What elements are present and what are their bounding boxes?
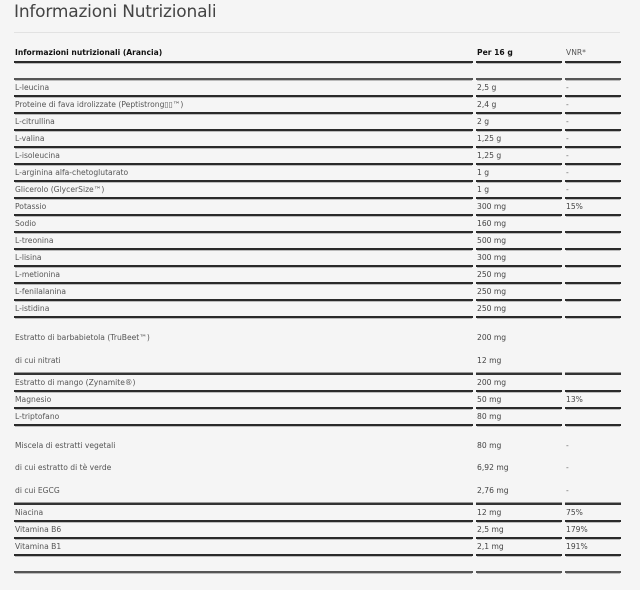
- cell-vnr: -: [565, 131, 621, 148]
- table-row: [14, 301, 621, 318]
- cell-name: L-valina: [14, 131, 473, 148]
- cell-amount: 80 mg: [476, 409, 562, 426]
- cell-amount: 12 mg: [476, 348, 562, 375]
- cell-name: L-leucina: [14, 80, 473, 97]
- cell-name: di cui EGCG: [14, 478, 473, 505]
- cell-name: Vitamina B1: [14, 539, 473, 556]
- cell-amount: 80 mg: [477, 440, 502, 450]
- cell-name: di cui estratto di tè verde: [15, 462, 112, 472]
- cell-name: di cui nitrati: [14, 348, 473, 375]
- cell-amount: 500 mg: [476, 233, 562, 250]
- cell-amount: 160 mg: [476, 216, 562, 233]
- cell-vnr: [565, 409, 621, 426]
- cell-vnr: 15%: [565, 199, 621, 216]
- table-row: [14, 539, 621, 556]
- cell-name: L-arginina alfa-chetoglutarato: [14, 165, 473, 182]
- cell-name: Glicerolo (GlycerSize™): [14, 182, 473, 199]
- cell-amount: 2,5 g: [476, 80, 562, 97]
- cell-vnr: -: [565, 182, 621, 199]
- cell-amount: 2,5 mg: [476, 522, 562, 539]
- cell-vnr: [565, 250, 621, 267]
- cell-vnr: [565, 233, 621, 250]
- table-row: [14, 284, 621, 301]
- cell-name: L-metionina: [14, 267, 473, 284]
- cell-name: Estratto di mango (Zynamite®): [14, 375, 473, 392]
- cell-name: L-treonina: [14, 233, 473, 250]
- cell-name: Potassio: [14, 199, 473, 216]
- nutrition-table: [11, 44, 624, 573]
- cell-amount: 1,25 g: [476, 148, 562, 165]
- table-row: [14, 522, 621, 539]
- table-row: [14, 409, 621, 426]
- cell-amount: 1 g: [476, 165, 562, 182]
- cell-vnr: -: [565, 165, 621, 182]
- cell-vnr: -: [565, 148, 621, 165]
- table-row: [14, 392, 621, 409]
- table-spacer-row: [14, 556, 621, 573]
- cell-vnr: [565, 284, 621, 301]
- table-row: [14, 80, 621, 97]
- cell-vnr: 75%: [565, 505, 621, 522]
- table-row: [14, 318, 621, 348]
- table-row: [14, 148, 621, 165]
- cell-vnr: -: [566, 440, 569, 450]
- table-row: [14, 97, 621, 114]
- cell-vnr: -: [565, 80, 621, 97]
- cell-vnr: 191%: [565, 539, 621, 556]
- page-title: Informazioni Nutrizionali: [14, 2, 217, 22]
- cell-amount: 2,1 mg: [476, 539, 562, 556]
- cell-amount: 250 mg: [476, 284, 562, 301]
- cell-vnr: -: [566, 462, 569, 472]
- table-row: [14, 426, 621, 456]
- cell-vnr: 179%: [565, 522, 621, 539]
- cell-name: L-lisina: [14, 250, 473, 267]
- table-row: [14, 478, 621, 505]
- cell-name: L-fenilalanina: [14, 284, 473, 301]
- cell-amount: 1,25 g: [476, 131, 562, 148]
- cell-amount: 300 mg: [476, 250, 562, 267]
- table-row: [14, 216, 621, 233]
- table-row: [14, 182, 621, 199]
- header-vnr: VNR*: [565, 44, 621, 63]
- cell-name: Estratto di barbabietola (TruBeet™): [15, 332, 150, 342]
- cell-name: L-istidina: [14, 301, 473, 318]
- table-row: [14, 114, 621, 131]
- cell-amount: 12 mg: [476, 505, 562, 522]
- header-name: Informazioni nutrizionali (Arancia): [14, 44, 473, 63]
- cell-amount: 50 mg: [476, 392, 562, 409]
- cell-amount: 200 mg: [477, 332, 507, 342]
- table-row: [14, 505, 621, 522]
- table-row: [14, 250, 621, 267]
- cell-name: L-isoleucina: [14, 148, 473, 165]
- table-row: [14, 131, 621, 148]
- cell-name: Vitamina B6: [14, 522, 473, 539]
- cell-name: L-citrullina: [14, 114, 473, 131]
- table-row: [14, 267, 621, 284]
- cell-amount: 1 g: [476, 182, 562, 199]
- cell-amount: 250 mg: [476, 267, 562, 284]
- cell-amount: 2,76 mg: [476, 478, 562, 505]
- cell-amount: 300 mg: [476, 199, 562, 216]
- cell-amount: 2,4 g: [476, 97, 562, 114]
- cell-vnr: -: [565, 478, 621, 505]
- table-row: [14, 233, 621, 250]
- cell-amount: 200 mg: [476, 375, 562, 392]
- table-spacer-row: [14, 63, 621, 80]
- cell-vnr: [565, 318, 621, 348]
- table-row: [14, 199, 621, 216]
- cell-vnr: [565, 216, 621, 233]
- table-row: [14, 348, 621, 375]
- cell-vnr: 13%: [565, 392, 621, 409]
- cell-amount: 6,92 mg: [477, 462, 509, 472]
- table-row: [14, 456, 621, 478]
- cell-name: Sodio: [14, 216, 473, 233]
- table-row: [14, 375, 621, 392]
- cell-vnr: -: [565, 114, 621, 131]
- cell-name: L-triptofano: [14, 409, 473, 426]
- cell-name: Miscela di estratti vegetali: [15, 440, 116, 450]
- header-amount: Per 16 g: [476, 44, 562, 63]
- cell-name: Niacina: [14, 505, 473, 522]
- cell-name: Magnesio: [14, 392, 473, 409]
- cell-vnr: -: [565, 97, 621, 114]
- cell-amount: 250 mg: [476, 301, 562, 318]
- table-row: [14, 165, 621, 182]
- table-header-row: [14, 44, 621, 63]
- cell-vnr: [565, 301, 621, 318]
- cell-amount: 2 g: [476, 114, 562, 131]
- cell-vnr: [565, 375, 621, 392]
- cell-name: Proteine di fava idrolizzate (Peptistrong▯▯™): [14, 97, 473, 114]
- cell-vnr: [565, 348, 621, 375]
- title-divider: [14, 32, 620, 33]
- cell-vnr: [565, 267, 621, 284]
